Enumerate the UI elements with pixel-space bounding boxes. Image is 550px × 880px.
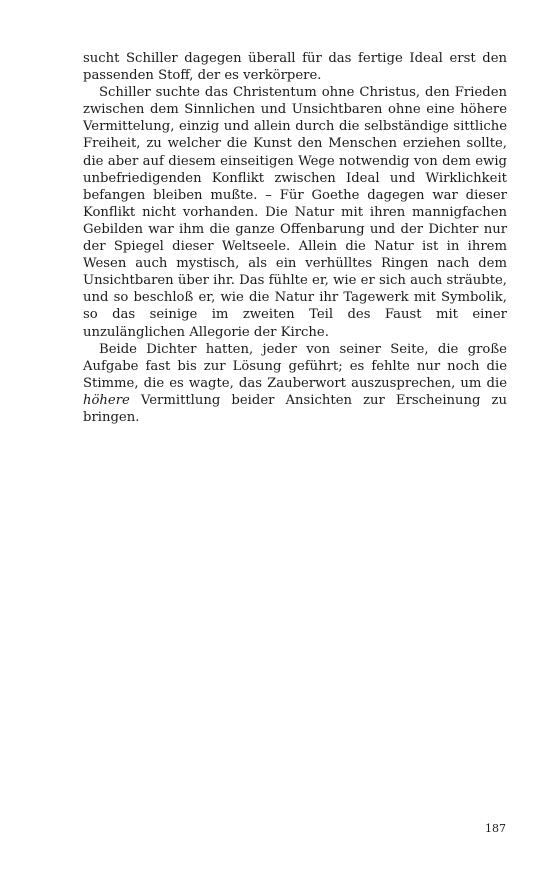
page-body	[83, 50, 507, 426]
paragraph-3	[83, 341, 507, 426]
page-number: 187	[485, 822, 506, 835]
paragraph-3-text-before: Beide Dichter hatten, jeder von seiner Seite, die große Aufgabe fast bis zur Lösung geführt; es fehlte nur noch die Stimme, die es wagte, das Zauberwort auszusprechen, um die	[83, 341, 507, 391]
paragraph-2: Schiller suchte das Christentum ohne Christus, den Frieden zwischen dem Sinnlichen und Unsichtbaren ohne eine höhere Vermittelung, einzig und allein durch die selbständige sittliche Freiheit, zu welcher die Kunst den Menschen erziehen sollte, die aber auf diesem einseitigen Wege notwendig von dem ewig unbefriedigenden Konflikt zwischen Ideal und Wirklichkeit befangen bleiben mußte. – Für Goethe dagegen war dieser Konflikt nicht vorhanden. Die Natur mit ihren mannigfachen Gebilden war ihm die ganze Offenbarung und der Dichter nur der Spiegel dieser Weltseele. Allein die Natur ist in ihrem Wesen auch mystisch, als ein verhülltes Ringen nach dem Unsichtbaren über ihr. Das fühlte er, wie er sich auch sträubte, und so beschloß er, wie die Natur ihr Tagewerk mit Symbolik, so das seinige im zweiten Teil des Faust mit einer unzulänglichen Allegorie der Kirche.	[83, 85, 507, 340]
paragraph-1: sucht Schiller dagegen überall für das fertige Ideal erst den passenden Stoff, der es verkörpere.	[83, 51, 507, 84]
paragraph-3-text-after: Vermittlung beider Ansichten zur Erscheinung zu bringen.	[83, 392, 507, 425]
paragraph-3-emphasis: höhere	[83, 392, 130, 408]
